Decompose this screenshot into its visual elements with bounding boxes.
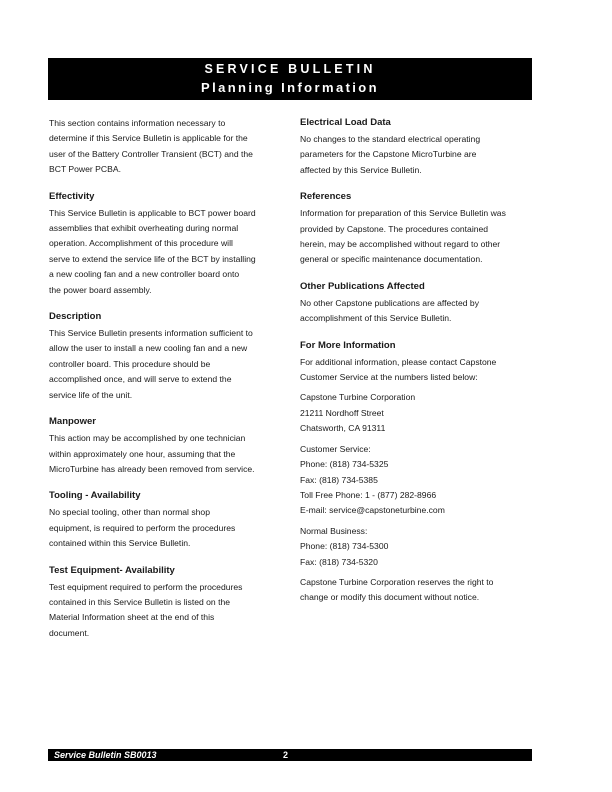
reserve-notice [300, 575, 535, 606]
contact-line: Normal Business: [300, 525, 368, 536]
effectivity-line: the power board assembly. [49, 284, 152, 295]
effectivity-line: assemblies that exhibit overheating during normal [49, 223, 239, 234]
tooling-section [49, 489, 284, 551]
other-publications-section [300, 280, 535, 327]
more-info-line: Customer Service at the numbers listed below: [300, 372, 478, 383]
contact-line: Phone: (818) 734-5325 [300, 459, 389, 470]
banner-subtitle: Planning Information [201, 80, 379, 95]
test-equipment-line: document. [49, 627, 90, 638]
tooling-line: No special tooling, other than normal shop [49, 507, 210, 518]
test-equipment-line: Test equipment required to perform the procedures [49, 581, 243, 592]
references-line: Information for preparation of this Service Bulletin was [300, 208, 506, 219]
document-number: 511381-001 [495, 752, 532, 759]
manpower-heading: Manpower [49, 416, 96, 428]
references-line: general or specific maintenance documentation. [300, 254, 483, 265]
tooling-line: equipment, is required to perform the procedures [49, 522, 236, 533]
tooling-line: contained within this Service Bulletin. [49, 538, 191, 549]
bulletin-banner [48, 58, 532, 100]
contact-line: Phone: (818) 734-5300 [300, 541, 389, 552]
manpower-line: MicroTurbine has already been removed from service. [49, 463, 255, 474]
page-number: 2 [283, 750, 289, 760]
more-info-line: For additional information, please contact Capstone [300, 356, 497, 367]
references-section [300, 190, 535, 268]
effectivity-heading: Effectivity [49, 190, 95, 202]
manpower-line: within approximately one hour, assuming that the [49, 448, 236, 459]
address-line: 21211 Nordhoff Street [300, 407, 384, 418]
effectivity-line: a new cooling fan and a new controller board onto [49, 269, 240, 280]
manpower-line: This action may be accomplished by one technician [49, 433, 246, 444]
effectivity-line: operation. Accomplishment of this procedure will [49, 238, 233, 249]
effectivity-line: This Service Bulletin is applicable to BCT power board [49, 207, 256, 218]
effectivity-line: serve to extend the service life of the BCT by installing [49, 253, 256, 264]
intro-line: BCT Power PCBA. [49, 164, 121, 175]
other-publications-line: accomplishment of this Service Bulletin. [300, 313, 452, 324]
description-line: controller board. This procedure should be [49, 358, 211, 369]
electrical-line: parameters for the Capstone MicroTurbine are [300, 149, 477, 160]
electrical-line: No changes to the standard electrical operating [300, 134, 481, 144]
notice-line: change or modify this document without notice. [300, 592, 480, 603]
other-publications-heading: Other Publications Affected [300, 280, 425, 292]
email-line: E-mail: service@capstoneturbine.com [300, 505, 445, 516]
description-heading: Description [49, 311, 102, 323]
test-equipment-section [49, 564, 284, 642]
description-section [49, 310, 284, 403]
intro-line: This section contains information necessary to [49, 118, 226, 128]
company-address [300, 390, 535, 436]
test-equipment-heading: Test Equipment- Availability [49, 564, 175, 576]
more-info-section [300, 339, 535, 606]
intro-line: determine if this Service Bulletin is applicable for the [49, 133, 248, 144]
footer-title: Service Bulletin SB0013 [54, 750, 157, 760]
intro-section [49, 116, 284, 178]
left-column [49, 116, 284, 653]
test-equipment-line: contained in this Service Bulletin is listed on the [49, 596, 231, 607]
contact-line: Fax: (818) 734-5320 [300, 556, 378, 567]
manpower-section [49, 415, 284, 477]
electrical-section [300, 116, 535, 178]
right-column [300, 116, 535, 618]
contact-line: Customer Service: [300, 443, 371, 454]
banner-title: SERVICE BULLETIN [204, 62, 376, 76]
tooling-heading: Tooling - Availability [49, 490, 141, 502]
description-line: service life of the unit. [49, 389, 133, 400]
contact-line: Fax: (818) 734-5385 [300, 474, 378, 485]
electrical-line: affected by this Service Bulletin. [300, 164, 422, 175]
more-info-intro [300, 355, 535, 386]
intro-line: user of the Battery Controller Transient (BCT) and the [49, 148, 253, 159]
notice-line: Capstone Turbine Corporation reserves the right to [300, 576, 494, 587]
test-equipment-line: Material Information sheet at the end of this [49, 612, 215, 623]
other-publications-line: No other Capstone publications are affected by [300, 297, 479, 308]
description-line: allow the user to install a new cooling fan and a new [49, 343, 248, 354]
customer-service-contacts [300, 442, 535, 519]
references-heading: References [300, 191, 352, 203]
contact-line: Toll Free Phone: 1 - (877) 282-8966 [300, 489, 437, 500]
references-line: herein, may be accomplished without regard to other [300, 239, 501, 250]
references-line: provided by Capstone. The procedures contained [300, 223, 489, 234]
electrical-heading: Electrical Load Data [300, 117, 391, 128]
normal-business-contacts [300, 524, 535, 570]
address-line: Chatsworth, CA 91311 [300, 423, 386, 434]
effectivity-section [49, 190, 284, 298]
description-line: This Service Bulletin presents information sufficient to [49, 328, 253, 339]
address-line: Capstone Turbine Corporation [300, 392, 416, 403]
more-info-heading: For More Information [300, 339, 396, 351]
description-line: accomplished once, and will serve to extend the [49, 374, 232, 385]
